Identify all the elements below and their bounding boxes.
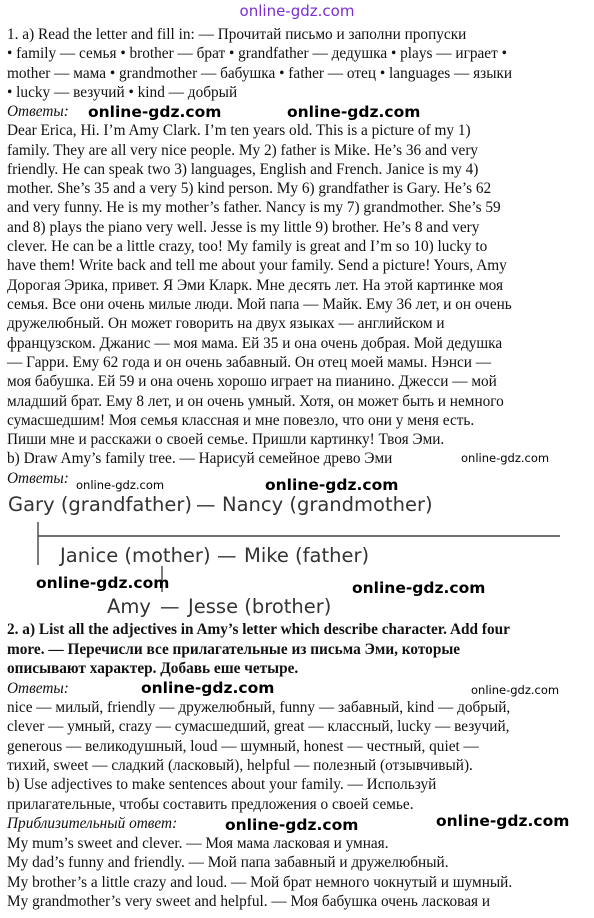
text-line: clever. He can be a little crazy, too! My family is great and I’m so 10) lucky to: [7, 238, 488, 255]
text-line: generous — великодушный, loud — шумный, honest — честный, quiet —: [7, 738, 479, 755]
text-line: friendly. He can speak two 3) languages, English and French. Janice is my 4): [7, 161, 479, 178]
task2-heading: 2. a) List all the adjectives in Amy’s letter which describe character. Add four: [7, 621, 510, 638]
watermark: online-gdz.com: [36, 574, 170, 592]
watermark: online-gdz.com: [352, 579, 486, 597]
tree-dash: —: [217, 544, 237, 567]
watermark-top: online-gdz.com: [239, 2, 355, 20]
tree-dash: —: [196, 493, 216, 516]
tree-jesse: Jesse (brother): [188, 595, 332, 618]
text-line: • lucky — везучий • kind — добрый: [7, 84, 238, 101]
watermark: online-gdz.com: [225, 816, 359, 834]
text-line: and 8) plays the piano very well. Jesse is my little 9) brother. He’s 8 and very: [7, 219, 480, 236]
text-line: — Гарри. Ему 62 года и он очень забавный. Он отец моей мамы. Нэнси —: [7, 354, 492, 371]
text-line: моя бабушка. Ей 59 и она очень хорошо играет на пианино. Джесси — мой: [7, 373, 497, 390]
watermark: online-gdz.com: [265, 476, 399, 494]
watermark: online-gdz.com: [141, 679, 275, 697]
text-line: 1. a) Read the letter and fill in: — Прочитай письмо и заполни пропуски: [7, 26, 467, 43]
tree-answers-label: Ответы:: [7, 470, 69, 487]
text-line: Dear Erica, Hi. I’m Amy Clark. I’m ten years old. This is a picture of my 1): [7, 122, 471, 139]
text-line: французском. Джанис — моя мама. Ей 35 и она очень добрая. Мой дедушка: [7, 335, 503, 352]
approx-answer-label: Приблизительный ответ:: [7, 815, 178, 832]
text-line: mother — мама • grandmother — бабушка • father — отец • languages — языки: [7, 65, 513, 82]
text-line: My dad’s funny and friendly. — Мой папа забавный и дружелюбный.: [7, 854, 449, 871]
text-line: clever — умный, crazy — сумасшедший, great — классный, lucky — везучий,: [7, 718, 510, 735]
tree-amy: Amy: [107, 595, 151, 618]
text-line: have them! Write back and tell me about your family. Send a picture! Yours, Amy: [7, 257, 507, 274]
text-line: My mum’s sweet and clever. — Моя мама ласковая и умная.: [7, 835, 389, 852]
watermark: online-gdz.com: [461, 451, 550, 465]
text-line: b) Use adjectives to make sentences about your family. — Используй: [7, 776, 437, 793]
text-line: • family — семья • brother — брат • grandfather — дедушка • plays — играет •: [7, 45, 507, 62]
tree-mike: Mike (father): [244, 544, 370, 567]
text-line: младший брат. Ему 8 лет, и он очень умный. Хотя, он может быть и немного: [7, 393, 504, 410]
text-line: mother. She’s 35 and a very 5) kind person. My 6) grandfather is Gary. He’s 62: [7, 180, 492, 197]
text-line: and very funny. He is my mother’s father. Nancy is my 7) grandmother. She’s 59: [7, 199, 501, 216]
tree-janice: Janice (mother): [60, 544, 211, 567]
text-line: My grandmother’s very sweet and helpful. — Моя бабушка очень ласковая и: [7, 893, 491, 910]
text-line: тихий, sweet — сладкий (ласковый), helpful — полезный (отзывчивый).: [7, 757, 473, 774]
task2-heading: more. — Перечисли все прилагательные из письма Эми, которые: [7, 641, 461, 658]
text-line: семья. Все они очень милые люди. Мой папа — Майк. Ему 36 лет, и он очень: [7, 296, 512, 313]
watermark: online-gdz.com: [287, 103, 421, 121]
tree-gary: Gary (grandfather): [8, 493, 192, 516]
answers-label: Ответы:: [7, 103, 69, 120]
task2-heading: описывают характер. Добавь еше четыре.: [7, 660, 299, 677]
answers-label: Ответы:: [7, 680, 69, 697]
watermark: online-gdz.com: [436, 812, 570, 830]
watermark: online-gdz.com: [471, 683, 560, 697]
text-line: family. They are all very nice people. My 2) father is Mike. He’s 36 and very: [7, 142, 479, 159]
text-line: b) Draw Amy’s family tree. — Нарисуй семейное древо Эми: [7, 450, 393, 467]
tree-dash: —: [160, 595, 180, 618]
text-line: My brother’s a little crazy and loud. — Мой брат немного чокнутый и шумный.: [7, 874, 513, 891]
watermark: online-gdz.com: [88, 103, 222, 121]
text-line: Дорогая Эрика, привет. Я Эми Кларк. Мне десять лет. На этой картинке моя: [7, 277, 504, 294]
text-line: прилагательные, чтобы составить предложения о своей семье.: [7, 796, 414, 813]
text-line: Пиши мне и расскажи о своей семье. Пришли картинку! Твоя Эми.: [7, 431, 445, 448]
text-line: nice — милый, friendly — дружелюбный, funny — забавный, kind — добрый,: [7, 699, 511, 716]
text-line: сумасшедшим! Моя семья классная и мне повезло, что они у меня есть.: [7, 412, 475, 429]
tree-nancy: Nancy (grandmother): [222, 493, 433, 516]
text-line: дружелюбный. Он может говорить на двух языках — английском и: [7, 315, 445, 332]
watermark: online-gdz.com: [76, 478, 165, 492]
